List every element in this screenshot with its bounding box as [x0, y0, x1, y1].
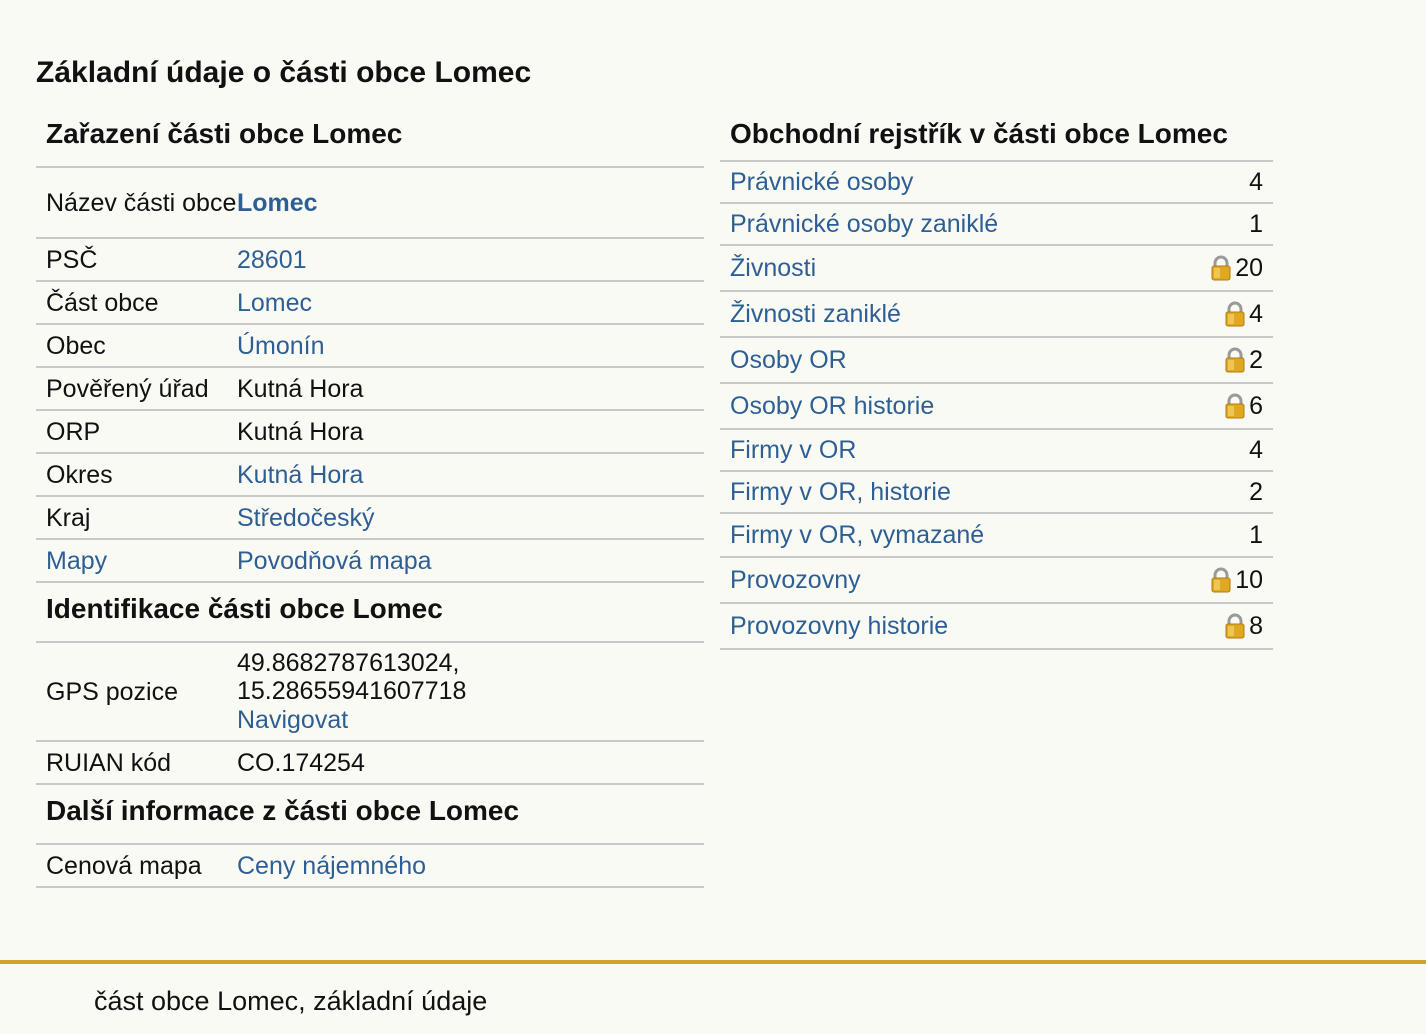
rejstrik-count: 6	[1249, 391, 1263, 420]
rejstrik-count: 4	[1249, 167, 1263, 196]
link-obec[interactable]: Úmonín	[237, 331, 325, 360]
rejstrik-link[interactable]: Firmy v OR, vymazané	[730, 520, 985, 549]
row-cast-obce	[36, 282, 704, 325]
rejstrik-row	[720, 514, 1273, 558]
row-cenova-mapa	[36, 845, 704, 888]
row-label: Cenová mapa	[46, 851, 202, 880]
rejstrik-row	[720, 472, 1273, 514]
rejstrik-heading: Obchodní rejstřík v části obce Lomec	[730, 118, 1228, 149]
rejstrik-link[interactable]: Živnosti zaniklé	[730, 299, 901, 328]
rejstrik-link[interactable]: Živnosti	[730, 253, 817, 282]
rejstrik-link[interactable]: Firmy v OR	[730, 435, 857, 464]
row-value: CO.174254	[237, 748, 365, 777]
row-orp	[36, 411, 704, 454]
rejstrik-row	[720, 246, 1273, 292]
row-label: GPS pozice	[46, 677, 179, 706]
rejstrik-count-cell	[1249, 478, 1263, 507]
rejstrik-count-cell	[1249, 521, 1263, 550]
rejstrik-list	[720, 160, 1273, 650]
rejstrik-count-cell	[1210, 566, 1263, 595]
link-psc[interactable]: 28601	[237, 245, 307, 274]
footer-text: část obce Lomec, základní údaje	[94, 986, 488, 1016]
rejstrik-count-cell	[1249, 436, 1263, 465]
dalsi-heading: Další informace z části obce Lomec	[36, 785, 704, 845]
page-title: Základní údaje o části obce Lomec	[36, 56, 532, 89]
link-mapy[interactable]: Mapy	[46, 546, 108, 575]
row-label: PSČ	[46, 245, 98, 274]
rejstrik-row	[720, 292, 1273, 338]
row-psc	[36, 239, 704, 282]
lock-icon[interactable]	[1224, 301, 1246, 327]
link-ceny-najemneho[interactable]: Ceny nájemného	[237, 851, 427, 880]
link-okres[interactable]: Kutná Hora	[237, 460, 364, 489]
row-label: Kraj	[46, 503, 91, 532]
lock-icon[interactable]	[1224, 347, 1246, 373]
rejstrik-count: 1	[1249, 209, 1263, 238]
rejstrik-count: 10	[1235, 565, 1263, 594]
row-okres	[36, 454, 704, 497]
gps-latitude: 49.8682787613024,	[237, 648, 460, 677]
right-column	[720, 108, 1273, 650]
rejstrik-link[interactable]: Právnické osoby zaniklé	[730, 209, 999, 238]
rejstrik-link[interactable]: Provozovny	[730, 565, 861, 594]
rejstrik-link[interactable]: Osoby OR historie	[730, 391, 935, 420]
rejstrik-count: 20	[1235, 253, 1263, 282]
link-cast-obce[interactable]: Lomec	[237, 288, 313, 317]
lock-icon[interactable]	[1224, 393, 1246, 419]
rejstrik-count: 8	[1249, 611, 1263, 640]
link-povodnova-mapa[interactable]: Povodňová mapa	[237, 546, 432, 575]
rejstrik-row	[720, 204, 1273, 246]
row-nazev-casti-obce	[36, 168, 704, 239]
row-label: Část obce	[46, 288, 159, 317]
rejstrik-row	[720, 430, 1273, 472]
rejstrik-count: 4	[1249, 299, 1263, 328]
rejstrik-link[interactable]: Osoby OR	[730, 345, 847, 374]
row-label: Název části obce	[46, 188, 237, 217]
rejstrik-link[interactable]: Firmy v OR, historie	[730, 477, 951, 506]
lock-icon[interactable]	[1224, 613, 1246, 639]
rejstrik-count-cell	[1224, 346, 1263, 375]
rejstrik-count-cell	[1224, 300, 1263, 329]
lock-icon[interactable]	[1210, 567, 1232, 593]
navigate-link[interactable]: Navigovat	[237, 705, 349, 734]
row-value: Kutná Hora	[237, 374, 364, 403]
rejstrik-count: 2	[1249, 477, 1263, 506]
footer-divider	[0, 960, 1426, 964]
rejstrik-row	[720, 604, 1273, 650]
rejstrik-row	[720, 160, 1273, 204]
link-nazev-casti-obce[interactable]: Lomec	[237, 188, 318, 217]
rejstrik-row	[720, 384, 1273, 430]
rejstrik-row	[720, 558, 1273, 604]
zarazeni-heading: Zařazení části obce Lomec	[36, 108, 704, 168]
rejstrik-count-cell	[1224, 392, 1263, 421]
rejstrik-count-cell	[1210, 254, 1263, 283]
row-kraj	[36, 497, 704, 540]
rejstrik-count-cell	[1249, 168, 1263, 197]
rejstrik-count: 1	[1249, 520, 1263, 549]
row-mapy	[36, 540, 704, 583]
row-value: Kutná Hora	[237, 417, 364, 446]
row-gps-pozice	[36, 643, 704, 742]
row-obec	[36, 325, 704, 368]
gps-longitude: 15.28655941607718	[237, 677, 467, 706]
rejstrik-count: 4	[1249, 435, 1263, 464]
row-label: Obec	[46, 331, 106, 360]
rejstrik-link[interactable]: Provozovny historie	[730, 611, 949, 640]
rejstrik-count-cell	[1224, 612, 1263, 641]
row-label: Okres	[46, 460, 113, 489]
rejstrik-link[interactable]: Právnické osoby	[730, 167, 914, 196]
gps-value	[237, 649, 704, 735]
rejstrik-row	[720, 338, 1273, 384]
row-label: Pověřený úřad	[46, 374, 209, 403]
link-kraj[interactable]: Středočeský	[237, 503, 375, 532]
row-povereny-urad	[36, 368, 704, 411]
rejstrik-count: 2	[1249, 345, 1263, 374]
identifikace-heading: Identifikace části obce Lomec	[36, 583, 704, 643]
left-column	[36, 108, 704, 888]
lock-icon[interactable]	[1210, 255, 1232, 281]
rejstrik-count-cell	[1249, 210, 1263, 239]
row-label: ORP	[46, 417, 101, 446]
row-label: RUIAN kód	[46, 748, 172, 777]
row-ruian-kod	[36, 742, 704, 785]
